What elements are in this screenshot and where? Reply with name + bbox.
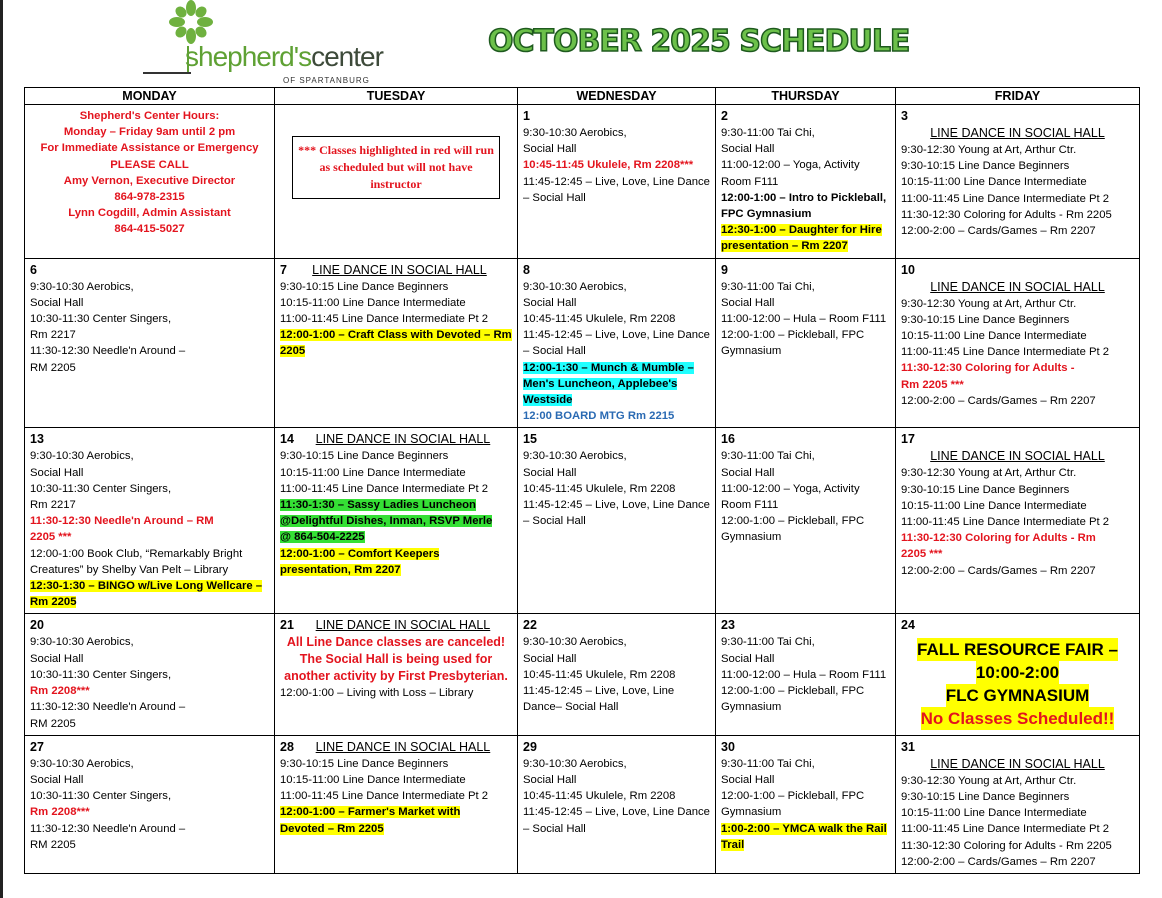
day-number: 20 [30, 618, 44, 633]
header-thursday: THURSDAY [716, 88, 896, 105]
day-cell-14 [275, 428, 518, 614]
event-line: 11:00-11:45 Line Dance Intermediate Pt 2 [901, 516, 1110, 529]
event-line: 10:15-11:00 Line Dance Intermediate [901, 176, 1087, 189]
line-dance-heading: LINE DANCE IN SOCIAL HALL [930, 279, 1105, 294]
day-cell-9 [716, 258, 896, 428]
logo-underline [143, 72, 191, 74]
event-line: 11:00-11:45 Line Dance Intermediate Pt 2 [280, 313, 489, 326]
event-line: 9:30-12:30 Young at Art, Arthur Ctr. [901, 467, 1077, 480]
day-number: 27 [30, 739, 44, 754]
day-number: 24 [901, 618, 915, 633]
day-number: 13 [30, 432, 44, 447]
day-number: 16 [721, 432, 735, 447]
event-line: 11:45-12:45 – Live, Love, Line Dance – Social Hall [523, 175, 710, 204]
day-number: 7 [280, 262, 287, 277]
event-line: Social Hall [523, 773, 577, 786]
event-line: Social Hall [721, 773, 775, 786]
event-line: 12:30-1:00 – Daughter for Hire presentation – Rm 2207 [721, 224, 882, 253]
event-line: 12:00-2:00 – Cards/Games – Rm 2207 [901, 394, 1096, 407]
day-cell-23 [716, 614, 896, 735]
event-line: 10:45-11:45 Ukulele, Rm 2208 [523, 482, 676, 495]
event-line: Rm 2217 [30, 329, 76, 342]
line-dance-heading: LINE DANCE IN SOCIAL HALL [930, 449, 1105, 464]
day-number: 10 [901, 262, 915, 277]
event-line: 10:45-11:45 Ukulele, Rm 2208 [523, 668, 676, 681]
hours-line: For Immediate Assistance or Emergency [40, 142, 259, 155]
day-cell-20 [25, 614, 275, 735]
event-line: 10:15-11:00 Line Dance Intermediate [280, 296, 466, 309]
event-line: 11:30-12:30 Needle'n Around – [30, 701, 186, 714]
event-line: 11:00-11:45 Line Dance Intermediate Pt 2 [280, 790, 489, 803]
event-line: 11:30-12:30 Coloring for Adults - Rm 2205 *** [901, 532, 1096, 561]
event-line: 10:30-11:30 Center Singers, [30, 668, 172, 681]
hours-line: Monday – Friday 9am until 2 pm [63, 126, 236, 139]
event-line: 12:30-1:30 – BINGO w/Live Long Wellcare – Rm 2205 [30, 580, 263, 609]
event-line: 10:15-11:00 Line Dance Intermediate [280, 466, 466, 479]
week-row-3 [25, 428, 1140, 614]
event-line: RM 2205 [30, 717, 76, 730]
event-line: 9:30-10:30 Aerobics, [523, 636, 627, 649]
line-dance-heading: LINE DANCE IN SOCIAL HALL [315, 618, 491, 633]
event-line: Social Hall [721, 466, 775, 479]
event-line: 9:30-10:30 Aerobics, [30, 757, 134, 770]
line-dance-heading: LINE DANCE IN SOCIAL HALL [315, 432, 491, 447]
day-cell-15 [518, 428, 716, 614]
day-cell-3 [896, 105, 1140, 259]
event-line: 11:00-11:45 Line Dance Intermediate Pt 2 [901, 823, 1110, 836]
event-line: 11:45-12:45 – Live, Love, Line Dance – Social Hall [523, 499, 710, 528]
day-cell-7 [275, 258, 518, 428]
day-cell-6 [25, 258, 275, 428]
day-cell-16 [716, 428, 896, 614]
event-line: 11:45-12:45 – Live, Love, Line Dance – Social Hall [523, 806, 710, 835]
week-row-1 [25, 105, 1140, 259]
event-line: 11:00-11:45 Line Dance Intermediate Pt 2 [280, 482, 489, 495]
event-line: Social Hall [523, 143, 577, 156]
day-number: 6 [30, 262, 37, 277]
calendar-table [24, 87, 1140, 874]
day-number: 30 [721, 739, 735, 754]
event-line: 11:45-12:45 – Live, Love, Line Dance– Social Hall [523, 685, 675, 714]
event-line: 11:30-12:30 Needle'n Around – RM 2205 *** [30, 515, 214, 544]
event-line: 9:30-11:00 Tai Chi, [721, 636, 815, 649]
day-cell-31 [896, 735, 1140, 873]
event-line: 12:00-1:30 – Munch & Mumble – Men's Luncheon, Applebee's Westside [523, 361, 694, 407]
day-cell-28 [275, 735, 518, 873]
page-title: OCTOBER 2025 SCHEDULE [488, 24, 910, 59]
event-line: 10:30-11:30 Center Singers, [30, 313, 172, 326]
weekday-header-row [25, 88, 1140, 105]
event-line: 11:00-12:00 – Yoga, Activity Room F111 [721, 159, 860, 188]
header-wednesday: WEDNESDAY [518, 88, 716, 105]
fair-location: FLC GYMNASIUM [945, 686, 1090, 706]
event-line: 12:00-1:00 – Pickleball, FPC Gymnasium [721, 790, 865, 819]
event-line: RM 2205 [30, 361, 76, 374]
event-line: 12:00-2:00 – Cards/Games – Rm 2207 [901, 225, 1096, 238]
day-number: 9 [721, 262, 728, 277]
event-line: Social Hall [721, 143, 775, 156]
event-line: Social Hall [523, 296, 577, 309]
shepherds-center-logo [143, 0, 383, 86]
day-cell-13 [25, 428, 275, 614]
hours-line: Amy Vernon, Executive Director [63, 174, 236, 187]
event-line: 9:30-10:15 Line Dance Beginners [280, 757, 449, 770]
week-row-4 [25, 614, 1140, 735]
event-line: 9:30-10:30 Aerobics, [523, 450, 627, 463]
day-cell-27 [25, 735, 275, 873]
event-line: 10:30-11:30 Center Singers, [30, 482, 172, 495]
red-highlight-note: *** Classes highlighted in red will run as scheduled but will not have instructor [292, 136, 500, 199]
event-line: 10:30-11:30 Center Singers, [30, 790, 172, 803]
day-cell-21 [275, 614, 518, 735]
event-line: 11:30-12:30 Needle'n Around – [30, 822, 186, 835]
day-cell-10 [896, 258, 1140, 428]
event-line: 9:30-10:15 Line Dance Beginners [280, 450, 449, 463]
fair-time: 10:00-2:00 [975, 663, 1060, 683]
event-line: Social Hall [30, 296, 84, 309]
event-line: 9:30-10:15 Line Dance Beginners [901, 160, 1070, 173]
header-friday: FRIDAY [896, 88, 1140, 105]
day-cell-22 [518, 614, 716, 735]
event-line: 10:15-11:00 Line Dance Intermediate [901, 330, 1087, 343]
hours-line: 864-415-5027 [114, 223, 185, 236]
event-line: 11:00-12:00 – Yoga, Activity Room F111 [721, 482, 860, 512]
event-line: 9:30-12:30 Young at Art, Arthur Ctr. [901, 144, 1077, 156]
event-line: 10:45-11:45 Ukulele, Rm 2208 [523, 790, 676, 803]
center-hours [30, 108, 269, 238]
day-number: 2 [721, 109, 728, 123]
event-line: Social Hall [30, 773, 84, 786]
event-line: 12:00-1:00 – Pickleball, FPC Gymnasium [721, 685, 865, 714]
event-line: 9:30-11:00 Tai Chi, [721, 127, 815, 139]
line-dance-heading: LINE DANCE IN SOCIAL HALL [312, 262, 487, 277]
line-dance-heading: LINE DANCE IN SOCIAL HALL [930, 126, 1105, 140]
day-cell-2 [716, 105, 896, 259]
day-number: 29 [523, 739, 537, 754]
event-line: 11:00-11:45 Line Dance Intermediate Pt 2 [901, 192, 1110, 205]
header-tuesday: TUESDAY [275, 88, 518, 105]
event-line: Social Hall [30, 652, 84, 665]
day-number: 28 [280, 739, 294, 754]
hours-line: Lynn Cogdill, Admin Assistant [68, 207, 231, 220]
event-line: 12:00-1:00 – Intro to Pickleball, FPC Gymnasium [721, 191, 887, 221]
logo-subtitle: OF SPARTANBURG [283, 76, 370, 85]
event-line: 9:30-10:30 Aerobics, [523, 280, 627, 293]
event-line: Social Hall [523, 652, 577, 665]
no-classes-notice: No Classes Scheduled!! [920, 709, 1115, 729]
event-line: 12:00-1:00 – Pickleball, FPC Gymnasium [721, 329, 865, 358]
event-line: 10:45-11:45 Ukulele, Rm 2208*** [523, 159, 694, 172]
day-number: 21 [280, 618, 294, 633]
hours-line: Shepherd's Center Hours: [79, 110, 220, 122]
event-line: 12:00-1:00 – Living with Loss – Library [280, 687, 474, 700]
hours-line: PLEASE CALL [110, 158, 189, 171]
event-line: 11:30-12:30 Coloring for Adults - Rm 2205 [901, 208, 1112, 221]
event-line: 9:30-12:30 Young at Art, Arthur Ctr. [901, 297, 1077, 310]
event-line: 10:15-11:00 Line Dance Intermediate [901, 499, 1087, 512]
hours-line: 864-978-2315 [114, 191, 185, 204]
day-cell-17 [896, 428, 1140, 614]
event-line: 9:30-10:30 Aerobics, [30, 280, 134, 293]
event-line: 9:30-10:30 Aerobics, [523, 757, 627, 770]
event-line: 9:30-10:30 Aerobics, [30, 450, 134, 463]
event-line: 12:00-1:00 – Comfort Keepers presentation, Rm 2207 [280, 547, 440, 576]
event-line: Social Hall [721, 296, 775, 309]
event-line: 11:30-1:30 – Sassy Ladies Luncheon @Delightful Dishes, Inman, RSVP Merle @ 864-504-2225 [280, 499, 493, 544]
event-line: 12:00-1:00 – Craft Class with Devoted – Rm 2205 [280, 329, 512, 358]
center-hours-cell [25, 105, 275, 259]
event-line: Rm 2217 [30, 499, 76, 512]
event-line: Rm 2208*** [30, 806, 90, 819]
line-dance-heading: LINE DANCE IN SOCIAL HALL [930, 756, 1105, 771]
week-row-2 [25, 258, 1140, 428]
logo-wordmark: shepherd'scenter [185, 41, 383, 72]
page-edge [0, 0, 3, 898]
day-cell-8 [518, 258, 716, 428]
note-cell [275, 105, 518, 259]
event-line: 12:00-2:00 – Cards/Games – Rm 2207 [901, 564, 1096, 577]
day-number: 17 [901, 432, 915, 447]
event-line: 11:00-12:00 – Hula – Room F111 [721, 313, 887, 326]
event-line: Social Hall [523, 466, 577, 479]
event-line: 9:30-10:30 Aerobics, [30, 636, 134, 649]
event-line: 11:30-12:30 Coloring for Adults - Rm 2205 *** [901, 362, 1075, 391]
line-dance-heading: LINE DANCE IN SOCIAL HALL [315, 739, 491, 754]
event-line: 12:00-1:00 – Pickleball, FPC Gymnasium [721, 515, 865, 544]
event-line: Social Hall [30, 466, 84, 479]
day-number: 14 [280, 432, 294, 447]
event-line: 9:30-12:30 Young at Art, Arthur Ctr. [901, 774, 1077, 787]
day-number: 23 [721, 618, 735, 633]
event-line: 12:00-1:00 – Farmer's Market with Devoted – Rm 2205 [280, 806, 461, 835]
event-line: 9:30-11:00 Tai Chi, [721, 280, 815, 293]
week-row-5 [25, 735, 1140, 873]
event-line: 10:15-11:00 Line Dance Intermediate [280, 773, 466, 786]
event-line: 9:30-10:30 Aerobics, [523, 127, 627, 139]
line-dance-canceled-notice: All Line Dance classes are canceled! The Social Hall is being used for another activity by First Presbyterian. [284, 635, 508, 684]
event-line: 9:30-10:15 Line Dance Beginners [280, 280, 449, 293]
event-line: 9:30-10:15 Line Dance Beginners [901, 790, 1070, 803]
event-line: Rm 2208*** [30, 685, 90, 698]
event-line: 9:30-10:15 Line Dance Beginners [901, 313, 1070, 326]
event-line: 11:00-12:00 – Hula – Room F111 [721, 668, 887, 681]
day-number: 8 [523, 262, 530, 277]
day-number: 3 [901, 109, 908, 123]
day-cell-29 [518, 735, 716, 873]
day-number: 1 [523, 109, 530, 123]
event-line: RM 2205 [30, 838, 76, 851]
day-number: 22 [523, 618, 537, 633]
event-line: 11:30-12:30 Coloring for Adults - Rm 2205 [901, 839, 1112, 852]
event-line: Social Hall [721, 652, 775, 665]
event-line: 11:45-12:45 – Live, Love, Line Dance – Social Hall [523, 329, 710, 358]
header-monday: MONDAY [25, 88, 275, 105]
event-line: 11:30-12:30 Needle'n Around – [30, 345, 186, 358]
event-line: 12:00 BOARD MTG Rm 2215 [523, 410, 675, 423]
day-number: 15 [523, 432, 537, 447]
fair-title: FALL RESOURCE FAIR – [917, 640, 1118, 660]
event-line: 10:15-11:00 Line Dance Intermediate [901, 807, 1087, 820]
event-line: 10:45-11:45 Ukulele, Rm 2208 [523, 313, 676, 326]
resource-fair [901, 638, 1134, 730]
event-line: 9:30-10:15 Line Dance Beginners [901, 483, 1070, 496]
event-line: 9:30-11:00 Tai Chi, [721, 450, 815, 463]
event-line: 11:00-11:45 Line Dance Intermediate Pt 2 [901, 346, 1110, 359]
event-line: 1:00-2:00 – YMCA walk the Rail Trail [721, 822, 887, 851]
event-line: 12:00-2:00 – Cards/Games – Rm 2207 [901, 855, 1096, 868]
event-line: 9:30-11:00 Tai Chi, [721, 757, 815, 770]
event-line: 12:00-1:00 Book Club, “Remarkably Bright Creatures” by Shelby Van Pelt – Library [30, 547, 243, 576]
day-cell-30 [716, 735, 896, 873]
day-cell-1 [518, 105, 716, 259]
day-cell-24 [896, 614, 1140, 735]
day-number: 31 [901, 739, 915, 754]
